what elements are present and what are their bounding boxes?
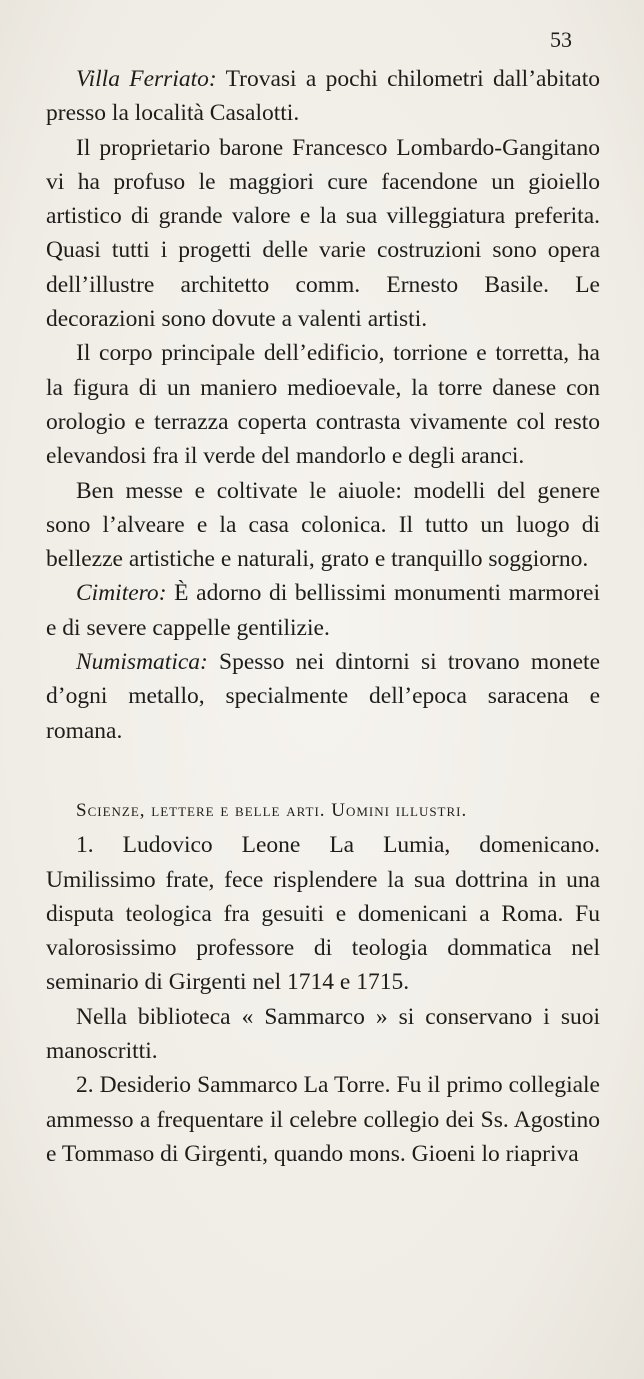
villa-ferriato-title: Villa Ferriato (76, 66, 209, 92)
villa-ferriato-owner-paragraph: Il proprietario barone Francesco Lombardo-Gangitano vi ha profuso le maggiori cure facendone un gioiello artistico di grande valore e la sua villeggiatura preferita. Quasi tutti i progetti delle varie costruzioni sono opera dell’illustre architetto comm. Ernesto Basile. Le decorazioni sono dovute a valenti artisti. (46, 134, 600, 333)
section-heading: Scienze, lettere e belle arti. Uomini illustri. (76, 799, 468, 821)
illustre-item-1: 1. Ludovico Leone La Lumia, domenicano. Umilissimo frate, fece risplendere la sua dottrina in una disputa teologica fra gesuiti e domenicani a Roma. Fu valorosissimo professore di teologia dommatica nel seminario di Girgenti nel 1714 e 1715. (46, 832, 600, 996)
illustre-item-1-note: Nella biblioteca « Sammarco » si conservano i suoi manoscritti. (46, 1003, 600, 1065)
numismatica-paragraph (46, 645, 600, 748)
cimitero-colon: : (158, 580, 167, 607)
villa-ferriato-colon: : (208, 66, 217, 92)
villa-ferriato-text: Trovasi a pochi chilometri dall’abitato presso la località Casalotti. (46, 66, 600, 127)
page-number: 53 (550, 27, 572, 52)
villa-ferriato-paragraph (46, 62, 600, 131)
numismatica-text: Spesso nei dintorni si trovano monete d’ogni metallo, specialmente dell’epoca saracena e romana. (46, 649, 600, 744)
illustre-item-2: 2. Desiderio Sammarco La Torre. Fu il primo collegiale ammesso a frequentare il celebre collegio dei Ss. Agostino e Tommaso di Girgenti, quando mons. Gioeni lo riapriva (46, 1072, 600, 1167)
cimitero-text: È adorno di bellissimi monumenti marmorei e di severe cappelle gentilizie. (46, 580, 600, 641)
villa-ferriato-building-paragraph: Il corpo principale dell’edificio, torrione e torretta, ha la figura di un maniero medioevale, la torre danese con orologio e terrazza coperta contrasta vivamente col resto elevandosi fra il verde del mandorlo e degli aranci. (46, 340, 600, 470)
villa-ferriato-gardens-paragraph: Ben messe e coltivate le aiuole: modelli del genere sono l’alveare e la casa colonica. Il tutto un luogo di bellezze artistiche e naturali, grato e tranquillo soggiorno. (46, 477, 600, 573)
numismatica-title: Numismatica (76, 649, 201, 676)
cimitero-paragraph (46, 576, 600, 645)
numismatica-colon: : (200, 649, 208, 676)
cimitero-title: Cimitero (76, 580, 159, 607)
